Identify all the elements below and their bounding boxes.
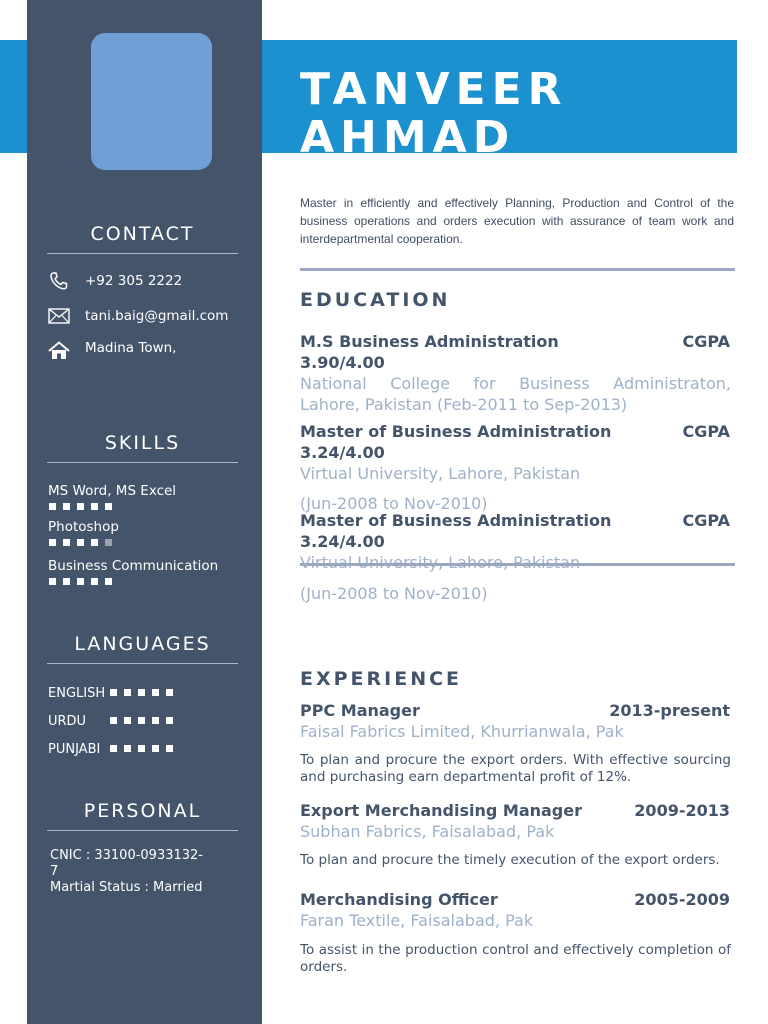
degree-title: Master of Business Administration [300, 511, 612, 530]
profile-summary: Master in efficiently and effectively Planning, Production and Control of the business operations and orders execution with assurance of team work and interdepartmental cooperation. [300, 196, 734, 246]
skill-name: Business Communication [48, 558, 219, 574]
language-name: ENGLISH [48, 686, 106, 701]
skill-name: MS Word, MS Excel [48, 483, 177, 499]
rating-dot-filled [152, 717, 159, 724]
rating-dot-empty [105, 539, 112, 546]
skill-rating [49, 503, 112, 510]
education-degree [300, 422, 730, 441]
cgpa-value: 3.90/4.00 [300, 353, 385, 372]
rating-dot-filled [110, 745, 117, 752]
job-description: To plan and procure the timely execution of the export orders. [300, 852, 720, 868]
rating-dot-filled [138, 745, 145, 752]
job-title: Export Merchandising Manager [300, 801, 582, 820]
section-divider [300, 268, 735, 271]
envelope-icon [48, 306, 70, 326]
job-period: 2013-present [609, 701, 730, 720]
rating-dot-filled [166, 717, 173, 724]
rating-dot-filled [49, 578, 56, 585]
institute-detail: (Jun-2008 to Nov-2010) [300, 494, 488, 513]
skills-heading: SKILLS [47, 432, 238, 463]
phone-icon [48, 271, 70, 291]
rating-dot-filled [152, 689, 159, 696]
contact-address-text: Madina Town, [85, 340, 177, 356]
rating-dot-filled [124, 717, 131, 724]
personal-cnic: CNIC : 33100-0933132- [50, 848, 203, 863]
cgpa-label: CGPA [682, 422, 730, 441]
rating-dot-filled [138, 689, 145, 696]
contact-address [48, 340, 248, 359]
degree-title: Master of Business Administration [300, 422, 612, 441]
cgpa-value: 3.24/4.00 [300, 443, 385, 462]
languages-heading: LANGUAGES [47, 633, 238, 664]
rating-dot-filled [105, 578, 112, 585]
language-rating [110, 745, 173, 752]
contact-email [48, 305, 248, 327]
contact-email-text: tani.baig@gmail.com [85, 308, 229, 324]
language-rating [110, 717, 173, 724]
rating-dot-filled [124, 745, 131, 752]
personal-cnic-continued: 7 [50, 864, 59, 879]
contact-heading: CONTACT [47, 223, 238, 254]
rating-dot-filled [77, 539, 84, 546]
home-icon [48, 340, 70, 360]
skill-name: Photoshop [48, 519, 119, 535]
contact-phone-text: +92 305 2222 [85, 273, 183, 289]
rating-dot-filled [110, 689, 117, 696]
rating-dot-filled [110, 717, 117, 724]
rating-dot-filled [49, 539, 56, 546]
job-company: Subhan Fabrics, Faisalabad, Pak [300, 822, 555, 841]
job-period: 2009-2013 [634, 801, 730, 820]
rating-dot-filled [63, 578, 70, 585]
institute-detail: (Jun-2008 to Nov-2010) [300, 584, 488, 603]
rating-dot-filled [77, 503, 84, 510]
skill-rating [49, 578, 112, 585]
rating-dot-filled [166, 745, 173, 752]
rating-dot-filled [63, 503, 70, 510]
rating-dot-filled [49, 503, 56, 510]
job-company: Faran Textile, Faisalabad, Pak [300, 911, 534, 930]
language-rating [110, 689, 173, 696]
institute-name: Virtual University, Lahore, Pakistan [300, 464, 581, 483]
skill-rating [49, 539, 112, 546]
job-title: PPC Manager [300, 701, 420, 720]
job-title-row [300, 890, 730, 909]
institute-name: National College for Business Administraton, [300, 374, 731, 393]
job-title-row [300, 701, 730, 720]
rating-dot-filled [63, 539, 70, 546]
job-description: To assist in the production control and effectively completion of orders. [300, 942, 731, 975]
language-name: PUNJABI [48, 742, 101, 757]
job-title-row [300, 801, 730, 820]
rating-dot-filled [138, 717, 145, 724]
rating-dot-filled [152, 745, 159, 752]
personal-heading: PERSONAL [47, 800, 238, 831]
cgpa-label: CGPA [682, 332, 730, 351]
language-name: URDU [48, 714, 87, 729]
education-degree [300, 511, 730, 530]
education-degree [300, 332, 730, 351]
section-divider [300, 563, 735, 566]
sidebar [27, 0, 262, 1024]
rating-dot-filled [105, 503, 112, 510]
contact-phone [48, 270, 248, 292]
rating-dot-filled [91, 539, 98, 546]
candidate-name: TANVEER AHMAD [300, 64, 568, 163]
rating-dot-filled [77, 578, 84, 585]
education-heading: EDUCATION [300, 289, 451, 311]
cgpa-value: 3.24/4.00 [300, 532, 385, 551]
job-company: Faisal Fabrics Limited, Khurrianwala, Pak [300, 722, 624, 741]
personal-marital-status: Martial Status : Married [50, 880, 203, 895]
job-period: 2005-2009 [634, 890, 730, 909]
rating-dot-filled [166, 689, 173, 696]
cgpa-label: CGPA [682, 511, 730, 530]
rating-dot-filled [91, 503, 98, 510]
experience-heading: EXPERIENCE [300, 668, 463, 690]
degree-title: M.S Business Administration [300, 332, 559, 351]
profile-photo-placeholder [91, 33, 212, 170]
rating-dot-filled [91, 578, 98, 585]
rating-dot-filled [124, 689, 131, 696]
institute-detail: Lahore, Pakistan (Feb-2011 to Sep-2013) [300, 395, 628, 414]
job-description: To plan and procure the export orders. With effective sourcing and purchasing earn departmental profit of 12%. [300, 752, 731, 785]
job-title: Merchandising Officer [300, 890, 498, 909]
